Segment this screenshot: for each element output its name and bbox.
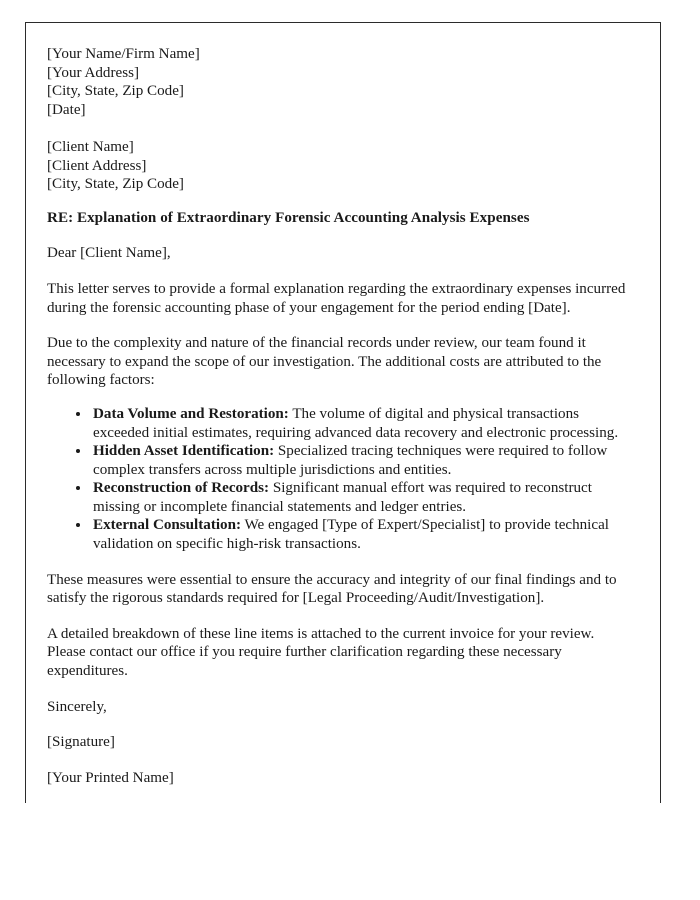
sender-address-block [47,45,627,119]
factor-description: The volume of digital and physical transactions exceeded initial estimates, requiring advanced data recovery and electronic processing. [93,405,619,441]
sender-street-line: [Your Address] [47,64,139,81]
salutation: Dear [Client Name], [47,245,171,262]
letter-page [25,22,661,803]
recipient-street-line: [Client Address] [47,157,147,174]
recipient-address-block [47,138,627,194]
factor-description: Specialized tracing techniques were required to follow complex transfers across multiple jurisdictions and entities. [93,443,608,478]
closing-salutation: Sincerely, [47,698,107,715]
letter-content [47,45,627,787]
body-paragraph-4: A detailed breakdown of these line items is attached to the current invoice for your review. Please contact our office if you require further clarification regarding these necessary expenditures. [47,625,595,680]
factor-lead-label: Reconstruction of Records: [93,480,270,497]
list-item [91,516,627,553]
list-item [91,479,627,516]
list-item [91,442,627,479]
sender-date-line: [Date] [47,101,86,118]
factor-lead-label: Data Volume and Restoration: [93,405,289,422]
body-paragraph-3: These measures were essential to ensure the accuracy and integrity of our final findings and to satisfy the rigorous standards required for [Legal Proceeding/Audit/Investigation]. [47,571,617,607]
body-paragraph-2: Due to the complexity and nature of the financial records under review, our team found it necessary to expand the scope of our investigation. The additional costs are attributed to the following factors: [47,335,602,389]
signature-placeholder: [Signature] [47,734,115,751]
recipient-name-line: [Client Name] [47,138,134,155]
printed-name-placeholder: [Your Printed Name] [47,769,174,786]
sender-name-line: [Your Name/Firm Name] [47,46,200,62]
factors-list [47,405,627,554]
factor-lead-label: Hidden Asset Identification: [93,443,275,460]
sender-city-line: [City, State, Zip Code] [47,83,184,100]
address-block-spacer [47,119,627,138]
body-paragraph-1: This letter serves to provide a formal explanation regarding the extraordinary expenses incurred during the forensic accounting phase of your engagement for the period ending [Date]. [47,280,626,316]
factor-description: We engaged [Type of Expert/Specialist] to provide technical validation on specific high-risk transactions. [93,517,609,553]
subject-line: RE: Explanation of Extraordinary Forensic Accounting Analysis Expenses [47,209,530,226]
list-item [91,405,627,442]
factor-description: Significant manual effort was required to reconstruct missing or incomplete financial statements and ledger entries. [93,480,592,515]
recipient-city-line: [City, State, Zip Code] [47,176,184,193]
factor-lead-label: External Consultation: [93,517,242,534]
